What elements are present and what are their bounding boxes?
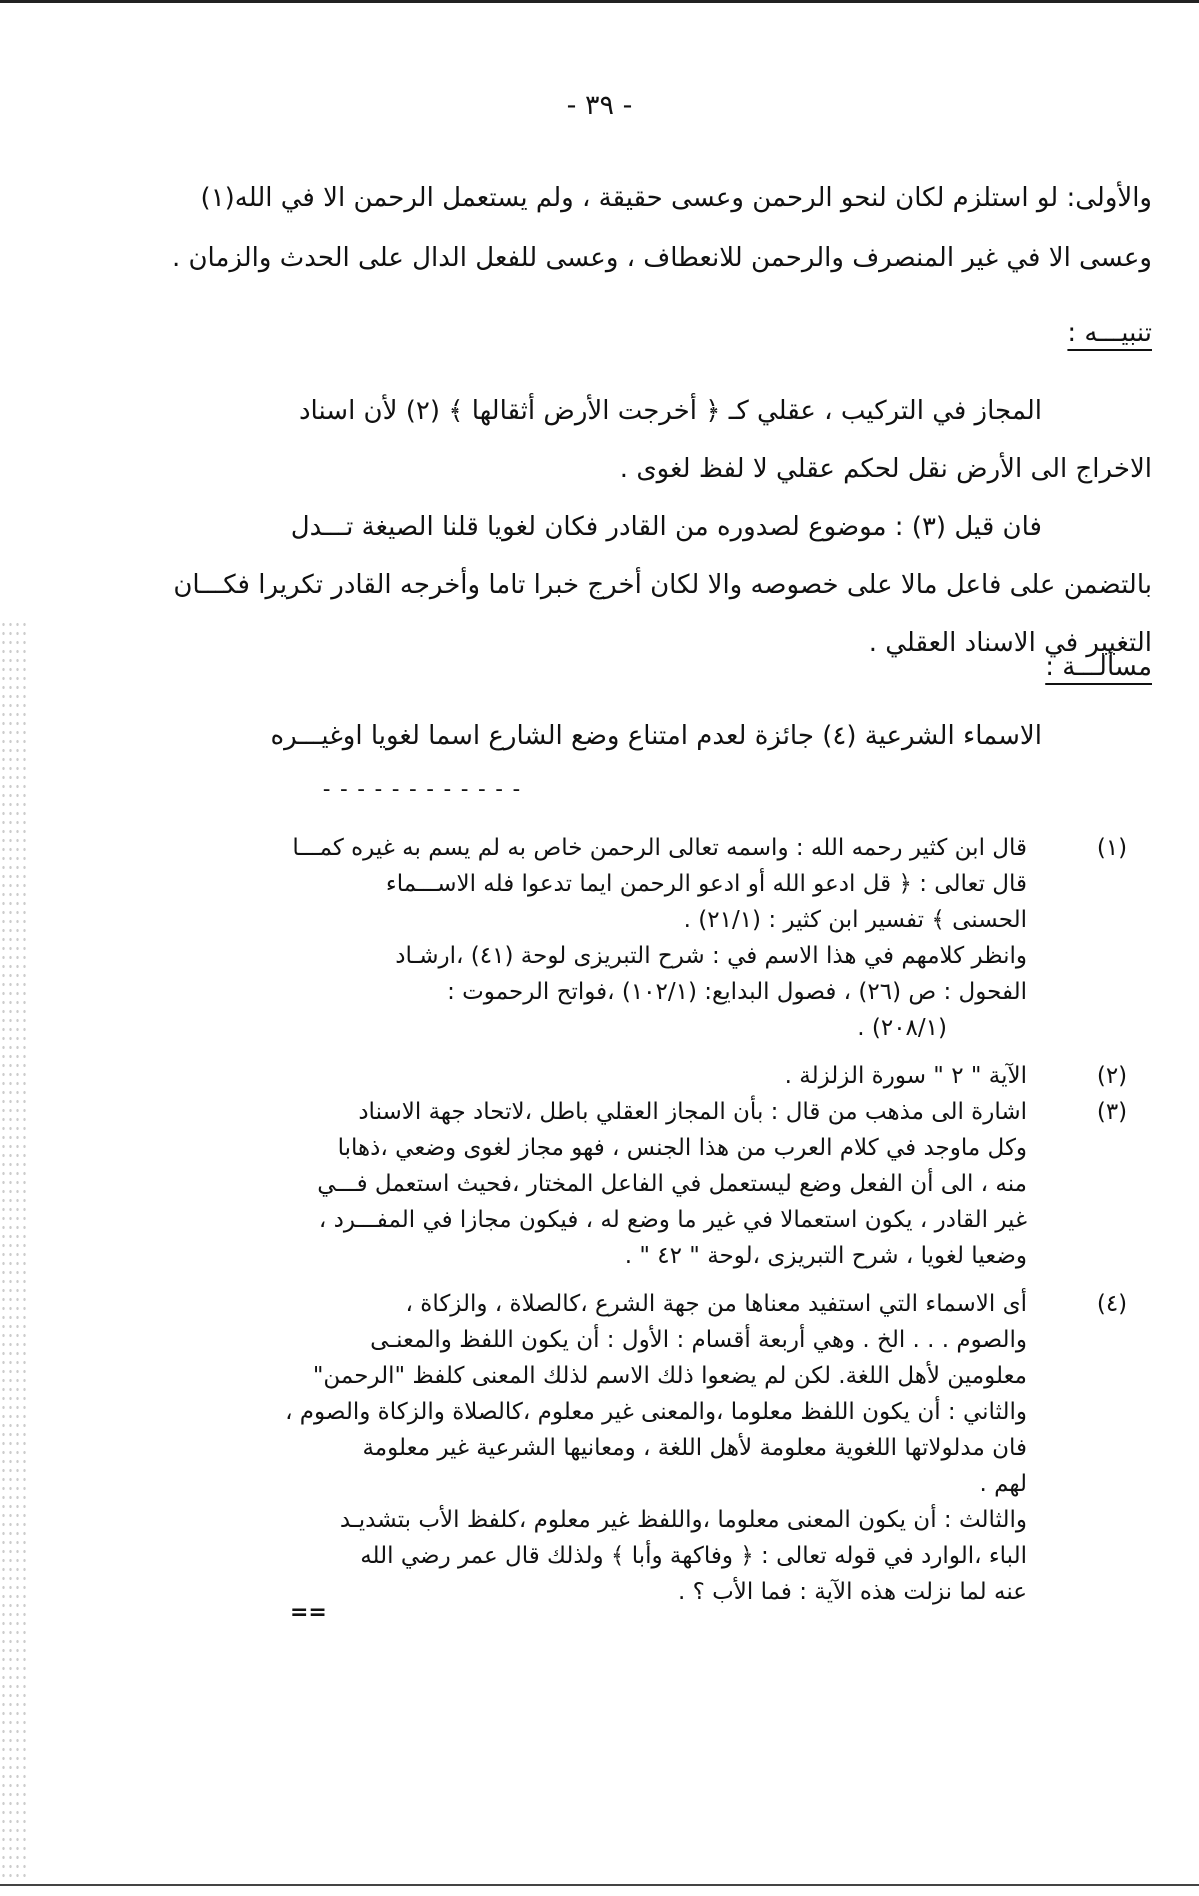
text-line: وانظر كلامهم في هذا الاسم في : شرح التبريزى لوحة (٤١) ،ارشـاد (395, 943, 1027, 969)
text-line: وعسى الا في غير المنصرف والرحمن للانعطاف ، وعسى للفعل الدال على الحدث والزمان . (171, 243, 1152, 273)
text-line: قال ابن كثير رحمه الله : واسمه تعالى الرحمن خاص به لم يسم به غيره كمـــا (292, 835, 1027, 861)
text-line: الاسماء الشرعية (٤) جائزة لعدم امتناع وضع الشارع اسما لغويا اوغيـــره (270, 721, 1042, 751)
footnote-3 (52, 1094, 1152, 1274)
text-line: لهم . (979, 1471, 1027, 1497)
text-line: الباء ،الوارد في قوله تعالى : ﴿ وفاكهة وأبا ﴾ ولذلك قال عمر رضي الله (360, 1543, 1027, 1569)
text-line: معلومين لأهل اللغة. لكن لم يضعوا ذلك الاسم لذلك المعنى كلفظ "الرحمن" (312, 1363, 1027, 1389)
footnote-body (52, 1286, 1027, 1610)
footnote-number: (٣) (1096, 1099, 1128, 1125)
text-line: أى الاسماء التي استفيد معناها من جهة الشرع ،كالصلاة ، والزكاة ، (405, 1291, 1027, 1317)
text-line: بالتضمن على فاعل مالا على خصوصه والا لكان أخرج خبرا تاما وأخرجه القادر تكريرا فكـــان (173, 570, 1152, 600)
text-line: فان مدلولاتها اللغوية معلومة لأهل اللغة ، ومعانيها الشرعية غير معلومة (362, 1435, 1027, 1461)
text-line: والأولى: لو استلزم لكان لنحو الرحمن وعسى حقيقة ، ولم يستعمل الرحمن الا في الله(١) (200, 183, 1152, 213)
text-line: والثالث : أن يكون المعنى معلوما ،واللفظ غير معلوم ،كلفظ الأب بتشديـد (339, 1507, 1027, 1533)
text-line: والثاني : أن يكون اللفظ معلوما ،والمعنى غير معلوم ،كالصلاة والزكاة والصوم ، (285, 1399, 1027, 1425)
text-line: والصوم . . . الخ . وهي أربعة أقسام : الأول : أن يكون اللفظ والمعنـى (370, 1327, 1027, 1353)
text-line: وضعيا لغويا ، شرح التبريزى ،لوحة " ٤٢ " . (624, 1243, 1027, 1269)
bottom-border (0, 1884, 1199, 1886)
text-line: الآية " ٢ " سورة الزلزلة . (784, 1063, 1027, 1089)
tanbih-paragraph (152, 382, 1152, 672)
footnote-body (52, 1094, 1027, 1274)
footnote-body (52, 830, 1027, 1046)
footnote-number: (١) (1096, 835, 1128, 861)
text-line: المجاز في التركيب ، عقلي كـ ﴿ أخرجت الأرض أثقالها ﴾ (٢) لأن اسناد (298, 396, 1042, 426)
text-line: عنه لما نزلت هذه الآية : فما الأب ؟ . (677, 1579, 1027, 1605)
text-line: قال تعالى : ﴿ قل ادعو الله أو ادعو الرحمن ايما تدعوا فله الاســـماء (385, 871, 1027, 897)
footnote-number: (٤) (1096, 1291, 1128, 1317)
heading-tanbih: تنبيـــه : (1067, 318, 1152, 348)
footnote-body (52, 1058, 1027, 1094)
footnote-number: (٢) (1096, 1063, 1128, 1089)
page-number: - ٣٩ - (566, 90, 633, 121)
text-line: غير القادر ، يكون استعمالا في غير ما وضع له ، فيكون مجازا في المفـــرد ، (318, 1207, 1027, 1233)
text-line: فان قيل (٣) : موضوع لصدوره من القادر فكان لغويا قلنا الصيغة تـــدل (290, 512, 1042, 542)
text-line: التغيير في الاسناد العقلي . (868, 628, 1152, 658)
footnote-1 (52, 830, 1152, 1046)
footnote-4 (52, 1286, 1152, 1610)
text-line: الحسنى ﴾ تفسير ابن كثير : (٢١/١) . (683, 907, 1027, 933)
scan-noise (0, 620, 26, 1880)
continuation-mark: == (290, 1600, 327, 1625)
footnote-separator: ------------ (320, 777, 527, 802)
text-line: الفحول : ص (٢٦) ، فصول البدايع: (١٠٢/١) ،فواتح الرحموت : (447, 979, 1027, 1005)
text-line: وكل ماوجد في كلام العرب من هذا الجنس ، فهو مجاز لغوى وضعي ،ذهابا (337, 1135, 1027, 1161)
heading-masala: مسألـــة : (1045, 652, 1152, 682)
top-border (0, 0, 1199, 3)
text-line: اشارة الى مذهب من قال : بأن المجاز العقلي باطل ،لاتحاد جهة الاسناد (358, 1099, 1027, 1125)
footnote-2 (52, 1058, 1152, 1094)
text-line: الاخراج الى الأرض نقل لحكم عقلي لا لفظ لغوى . (619, 454, 1152, 484)
masala-paragraph (152, 706, 1152, 766)
text-line: منه ، الى أن الفعل وضع ليستعمل في الفاعل المختار ،فحيث استعمل فـــي (317, 1171, 1027, 1197)
text-line: (٢٠٨/١) . (857, 1015, 947, 1041)
paragraph-1 (152, 168, 1152, 288)
